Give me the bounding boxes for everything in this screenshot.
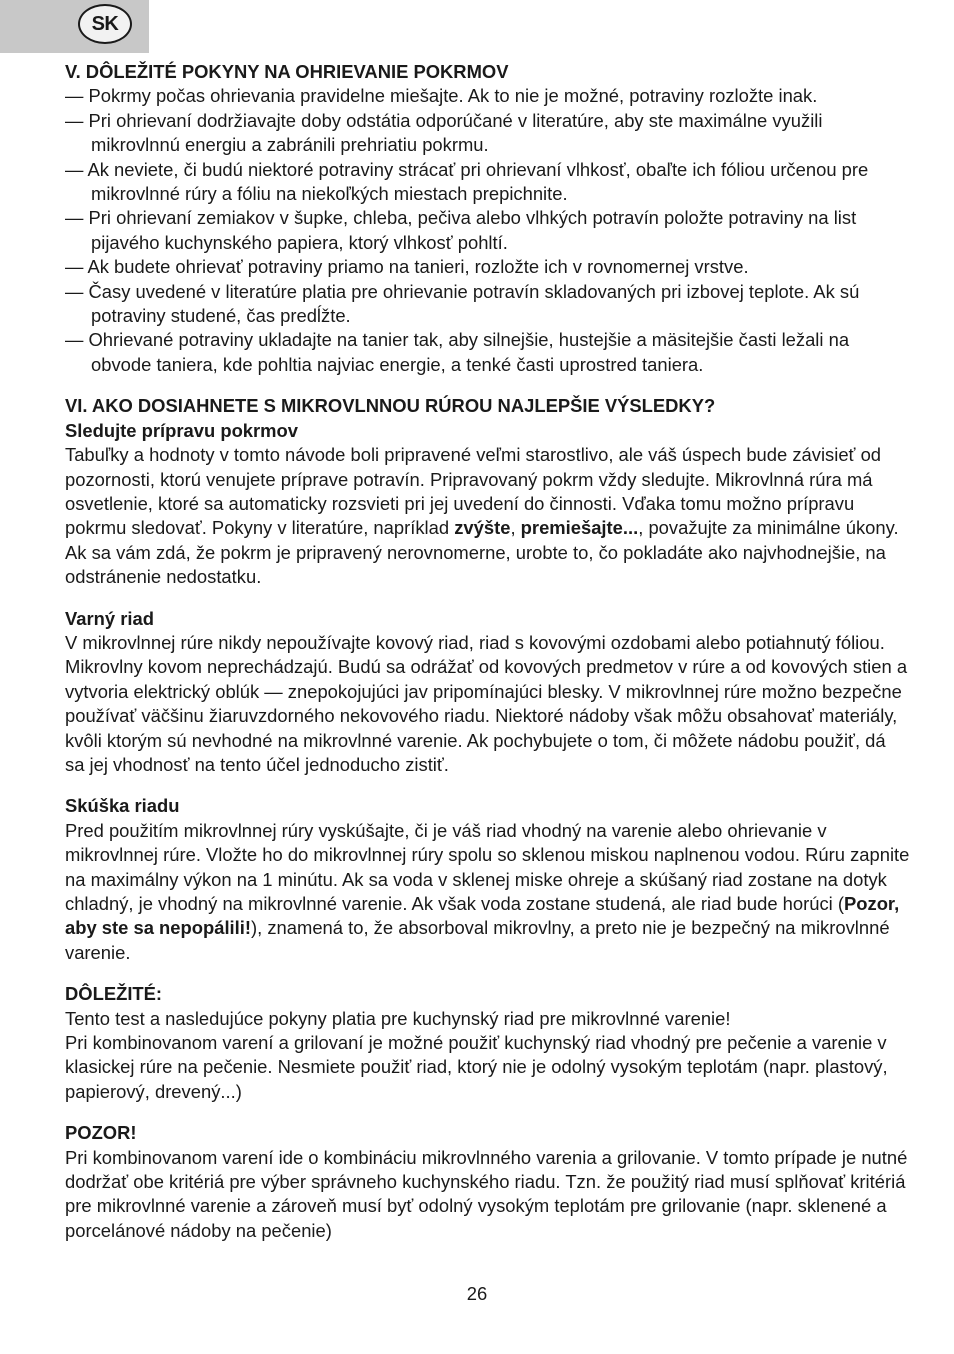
caution-title: POZOR! bbox=[65, 1122, 137, 1144]
language-badge: SK bbox=[78, 4, 132, 44]
cookware-paragraph: V mikrovlnnej rúre nikdy nepoužívajte kovový riad, riad s kovovými ozdobami alebo potiahnutý fóliou. Mikrovlny kovom neprechádzajú. Budú sa odrážať od kovových predmetov v rúre a od kovových stien a vytvoria elektrický oblúk — znepokojujúci jav pripomínajúci blesky. V mikrovlnnej rúre možno bezpečne používať väčšinu žiaruvzdorného nekovového riadu. Niektoré nádoby však môžu obsahovať materiály, kvôli ktorým sú nevhodné na mikrovlnné varenie. Ak pochybujete o tom, či môžete nádobu použiť, dá sa jej vhodnosť na tento účel jednoducho zistiť. bbox=[65, 631, 908, 775]
section-5-item: — Pri ohrievaní zemiakov v šupke, chleba, pečiva alebo vlhkých potravín položte potraviny na list pijavého kuchynského papiera, ktorý vlhkosť pohltí. bbox=[65, 207, 857, 253]
page-content bbox=[65, 60, 910, 1243]
section-5-item: — Pokrmy počas ohrievania pravidelne miešajte. Ak to nie je možné, potraviny rozložte inak. bbox=[65, 85, 818, 107]
cookware-test-title: Skúška riadu bbox=[65, 795, 180, 817]
important-line-1: Tento test a nasledujúce pokyny platia pre kuchynský riad pre mikrovlnné varenie! bbox=[65, 1007, 731, 1029]
caution-paragraph: Pri kombinovanom varení ide o kombináciu mikrovlnného varenia a grilovanie. V tomto prípade je nutné dodržať obe kritériá pre výber správneho kuchynského riadu. Tzn. že použitý riad musí splňovať kritériá pre mikrovlnné varenie a zároveň musí byť odolný vysokým teplotám pre grilovanie (napr. sklenené a porcelánové nádoby na pečenie) bbox=[65, 1146, 908, 1241]
language-tab bbox=[0, 0, 149, 53]
burn-warning: Pozor, aby ste sa nepopálili! bbox=[65, 893, 900, 939]
section-5-item: — Ohrievané potraviny ukladajte na tanier tak, aby silnejšie, hustejšie a mäsitejšie časti ležali na obvode taniera, kde pohltia najviac energie, a tenké časti uprostred taniera. bbox=[65, 329, 850, 375]
section-5-item: — Ak budete ohrievať potraviny priamo na tanieri, rozložte ich v rovnomernej vrstve. bbox=[65, 256, 749, 278]
cookware-title: Varný riad bbox=[65, 607, 154, 629]
section-5-title: V. DÔLEŽITÉ POKYNY NA OHRIEVANIE POKRMOV bbox=[65, 61, 509, 82]
important-title: DÔLEŽITÉ: bbox=[65, 983, 163, 1005]
section-6-title: VI. AKO DOSIAHNETE S MIKROVLNNOU RÚROU NAJLEPŠIE VÝSLEDKY? bbox=[65, 395, 716, 417]
emphasis-stir: premiešajte... bbox=[520, 517, 639, 539]
section-6-subtitle: Sledujte prípravu pokrmov bbox=[65, 419, 298, 441]
emphasis-increase: zvýšte bbox=[454, 517, 511, 539]
important-line-2: Pri kombinovanom varení a grilovaní je možné použiť kuchynský riad vhodný pre pečenie a varenie v klasickej rúre na pečenie. Nesmiete použiť riad, ktorý nie je odolný vysokým teplotám (napr. plastový, papierový, drevený...) bbox=[65, 1032, 888, 1102]
section-5-item: — Pri ohrievaní dodržiavajte doby odstátia odporúčané v literatúre, aby ste maximálne využili mikrovlnnú energiu a zabránili prehriatiu pokrmu. bbox=[65, 109, 823, 156]
cookware-test-paragraph: Pred použitím mikrovlnnej rúry vyskúšajte, či je váš riad vhodný na varenie alebo ohrievanie v mikrovlnnej rúre. Vložte ho do mikrovlnnej rúry spolu so sklenou miskou naplnenou vodou. Rúru zapnite na maximálny výkon na 1 minútu. Ak sa voda v sklenej miske ohreje a skúšaný riad zostane na dotyk chladný, je vhodný na mikrovlnné varenie. Ak však voda zostane studená, ale riad bude horúci (Pozor, aby ste sa nepopálili!), znamená to, že absorboval mikrovlny, a preto nie je bezpečný na mikrovlnné varenie. bbox=[65, 819, 910, 963]
page-number: 26 bbox=[466, 1283, 488, 1304]
section-5-item: — Ak neviete, či budú niektoré potraviny strácať pri ohrievaní vlhkosť, obaľte ich fóliou určenou pre mikrovlnné rúry a fóliu na niekoľkých miestach prepichnite. bbox=[65, 158, 869, 205]
section-6-paragraph: Tabuľky a hodnoty v tomto návode boli pripravené veľmi starostlivo, ale váš úspech bude závisieť od pozornosti, ktorú venujete príprave potravín. Pripravovaný pokrm vždy sledujte. Mikrovlnná rúra má osvetlenie, ktoré sa automaticky rozsvieti pri jej uvedení do činnosti. Vďaka tomu možno prípravu pokrmu sledovať. Pokyny v literatúre, napríklad zvýšte, premiešajte..., považujte za minimálne úkony. Ak sa vám zdá, že pokrm je pripravený nerovnomerne, urobte to, čo pokladáte ako najvhodnejšie, na odstránenie nedostatku. bbox=[65, 444, 899, 588]
section-5-item: — Časy uvedené v literatúre platia pre ohrievanie potravín skladovaných pri izbovej teplote. Ak sú potraviny studené, čas predĺžte. bbox=[65, 280, 860, 327]
